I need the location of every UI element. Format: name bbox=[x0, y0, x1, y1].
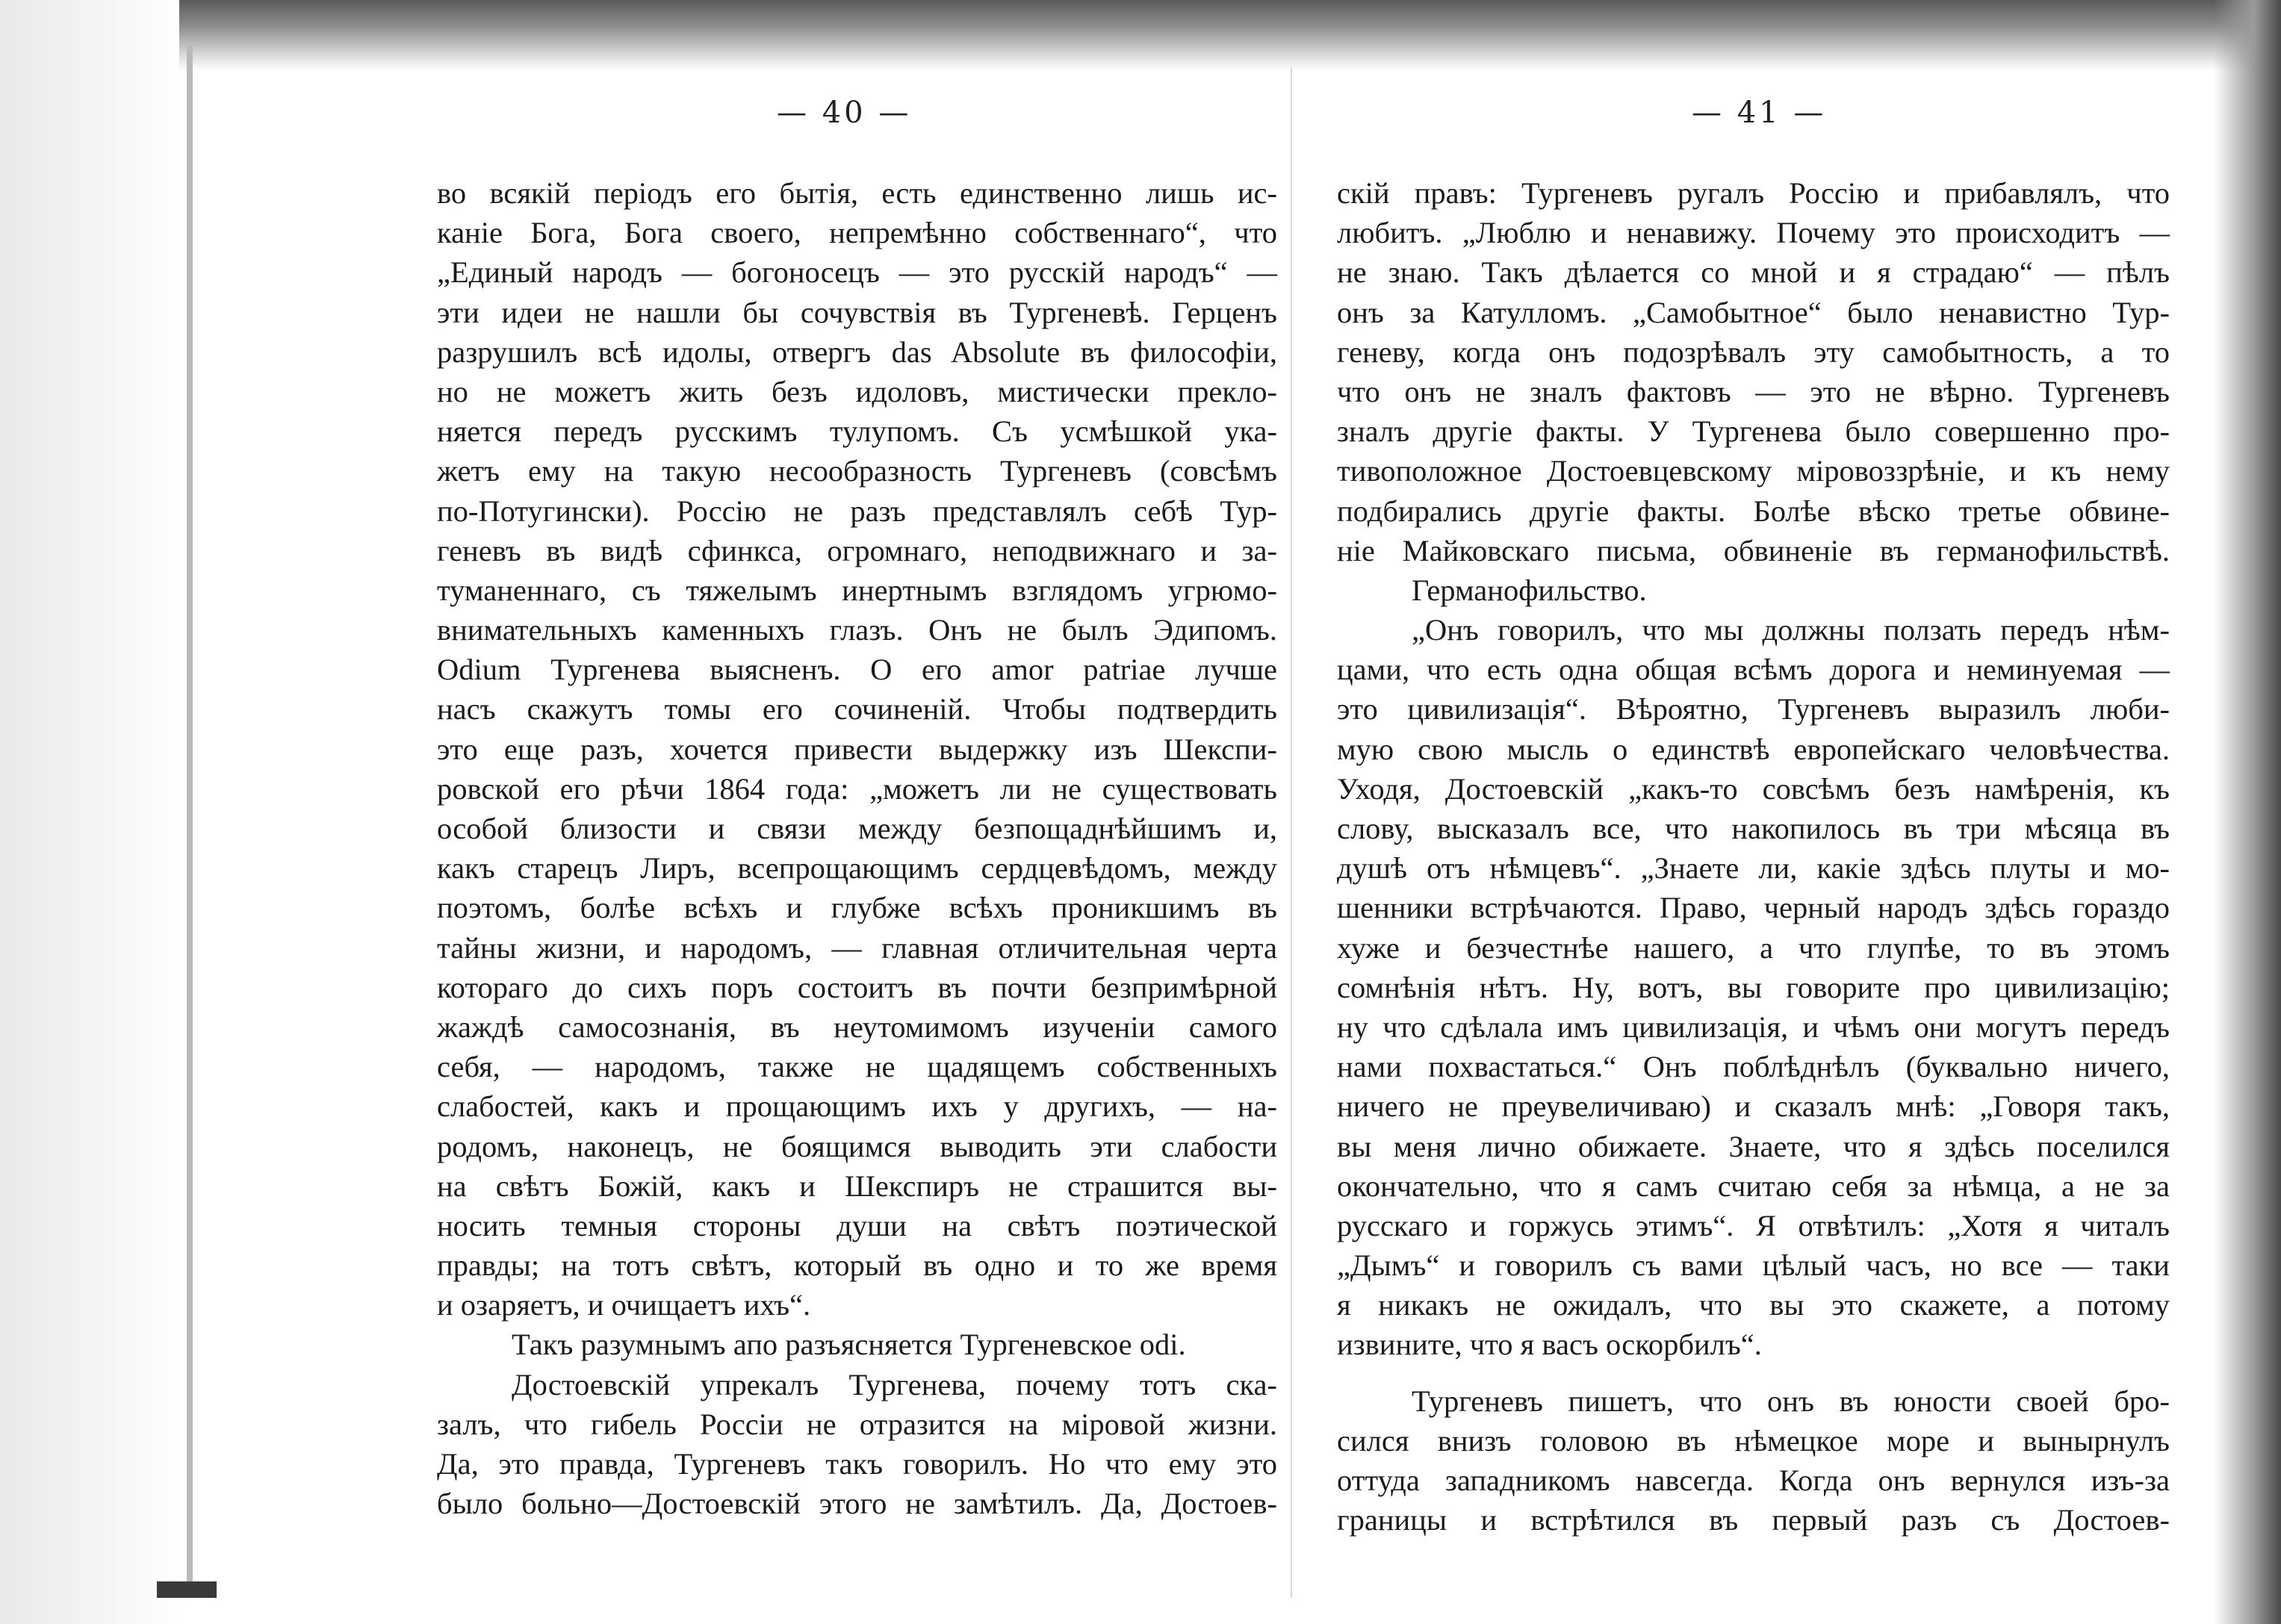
text-line: вы меня лично обижаете. Знаете, что я здѣсь поселился bbox=[1337, 1129, 2170, 1163]
text-line: няется передъ русскимъ тулупомъ. Съ усмѣшкой ука- bbox=[437, 414, 1277, 449]
text-line: слабостей, какъ и прощающимъ ихъ у другихъ, — на- bbox=[437, 1089, 1277, 1124]
text-line: ровской его рѣчи 1864 года: „можетъ ли не существовать bbox=[437, 771, 1277, 806]
page-number-right: — 41 — bbox=[1692, 96, 1827, 130]
text-line: „Единый народъ — богоносецъ — это русскій народъ“ — bbox=[437, 255, 1277, 290]
text-line: разрушилъ всѣ идолы, отвергъ das Absolute въ философіи, bbox=[437, 335, 1277, 369]
text-line: душѣ отъ нѣмцевъ“. „Знаете ли, какіе здѣсь плуты и мо- bbox=[1337, 851, 2170, 886]
text-line: правды; на тотъ свѣтъ, который въ одно и то же время bbox=[437, 1248, 1277, 1283]
text-line: окончательно, что я самъ считаю себя за нѣмца, а не за bbox=[1337, 1169, 2170, 1203]
text-line: зналъ другіе факты. У Тургенева было совершенно про- bbox=[1337, 414, 2170, 449]
text-line: любитъ. „Люблю и ненавижу. Почему это происходитъ — bbox=[1337, 216, 2170, 250]
text-line: Уходя, Достоевскій „какъ-то совсѣмъ безъ намѣренія, къ bbox=[1337, 771, 2170, 806]
text-line: котораго до сихъ поръ состоитъ въ почти безпримѣрной bbox=[437, 970, 1277, 1004]
text-line: это еще разъ, хочется привести выдержку изъ Шекспи- bbox=[437, 732, 1277, 766]
page-corner-shadow bbox=[157, 1581, 217, 1598]
text-line: Да, это правда, Тургеневъ такъ говорилъ. Но что ему это bbox=[437, 1447, 1277, 1481]
text-line: себя, — народомъ, также не щадящемъ собственныхъ bbox=[437, 1050, 1277, 1084]
text-line: насъ скажутъ томы его сочиненій. Чтобы подтвердить bbox=[437, 692, 1277, 727]
book-spine bbox=[1291, 67, 1292, 1598]
text-line: границы и встрѣтился въ первый разъ съ Достоев- bbox=[1337, 1503, 2170, 1537]
text-line: я никакъ не ожидалъ, что вы это скажете, а потому bbox=[1337, 1288, 2170, 1322]
text-line: ну что сдѣлала имъ цивилизація, и чѣмъ они могутъ передъ bbox=[1337, 1009, 2170, 1044]
text-line: Тургеневъ пишетъ, что онъ въ юности своей бро- bbox=[1412, 1384, 2170, 1418]
text-line: оттуда западникомъ навсегда. Когда онъ вернулся изъ-за bbox=[1337, 1463, 2170, 1497]
text-line: что онъ не зналъ фактовъ — это не вѣрно. Тургеневъ bbox=[1337, 374, 2170, 408]
scanner-background-right bbox=[2214, 0, 2281, 1624]
text-line: сомнѣнія нѣтъ. Ну, вотъ, вы говорите про цивилизацію; bbox=[1337, 970, 2170, 1004]
text-line: залъ, что гибель Россіи не отразится на міровой жизни. bbox=[437, 1407, 1277, 1441]
page-number-left: — 40 — bbox=[777, 96, 912, 130]
text-line: эти идеи не нашли бы сочувствія въ Тургеневѣ. Герценъ bbox=[437, 295, 1277, 329]
text-line: ніе Майковскаго письма, обвиненіе въ германофильствѣ. bbox=[1337, 533, 2170, 567]
text-line: нами похвастаться.“ Онъ поблѣднѣлъ (буквально ничего, bbox=[1337, 1050, 2170, 1084]
text-line: не знаю. Такъ дѣлается со мной и я страдаю“ — пѣлъ bbox=[1337, 255, 2170, 290]
text-line: слову, высказалъ все, что накопилось въ три мѣсяца въ bbox=[1337, 812, 2170, 845]
text-line: ничего не преувеличиваю) и сказалъ мнѣ: „Говоря такъ, bbox=[1337, 1089, 2170, 1124]
text-line: хуже и безчестнѣе нашего, а что глупѣе, то въ этомъ bbox=[1337, 930, 2170, 965]
text-line: это цивилизація“. Вѣроятно, Тургеневъ выразилъ люби- bbox=[1337, 692, 2170, 727]
text-line: Такъ разумнымъ апо разъясняется Тургеневское odi. bbox=[512, 1328, 1186, 1362]
text-line: скій правъ: Тургеневъ ругалъ Россію и прибавлялъ, что bbox=[1337, 176, 2170, 210]
text-line: тивоположное Достоевцевскому міровоззрѣніе, и къ нему bbox=[1337, 454, 2170, 488]
text-line: Германофильство. bbox=[1412, 573, 1647, 607]
text-line: внимательныхъ каменныхъ глазъ. Онъ не былъ Эдипомъ. bbox=[437, 613, 1277, 647]
scanner-background-top bbox=[179, 0, 2281, 71]
text-line: Odium Тургенева выясненъ. О его amor patriae лучше bbox=[437, 653, 1277, 687]
text-line: подбирались другіе факты. Болѣе вѣско третье обвине- bbox=[1337, 494, 2170, 528]
left-page-text bbox=[437, 173, 1277, 1523]
text-line: было больно—Достоевскій этого не замѣтилъ. Да, Достоев- bbox=[437, 1487, 1277, 1521]
text-line: геневу, когда онъ подозрѣвалъ эту самобытность, а то bbox=[1337, 335, 2170, 369]
text-line: онъ за Катулломъ. „Самобытное“ было ненавистно Тур- bbox=[1337, 295, 2170, 329]
text-line: туманеннаго, съ тяжелымъ инертнымъ взглядомъ угрюмо- bbox=[437, 573, 1277, 607]
text-line: „Дымъ“ и говорилъ съ вами цѣлый часъ, но все — таки bbox=[1337, 1248, 2170, 1283]
page-edge bbox=[187, 45, 193, 1583]
text-line: по-Потугински). Россію не разъ представлялъ себѣ Тур- bbox=[437, 494, 1277, 528]
text-line: во всякій періодъ его бытія, есть единственно лишь ис- bbox=[437, 176, 1277, 210]
text-line: извините, что я васъ оскорбилъ“. bbox=[1337, 1328, 1762, 1362]
text-line: цами, что есть одна общая всѣмъ дорога и неминуемая — bbox=[1337, 653, 2170, 687]
text-line: жетъ ему на такую несообразность Тургеневъ (совсѣмъ bbox=[437, 454, 1277, 488]
scanner-background-left bbox=[0, 0, 187, 1624]
text-line: тайны жизни, и народомъ, — главная отличительная черта bbox=[437, 930, 1277, 965]
text-line: каніе Бога, Бога своего, непремѣнно собственнаго“, что bbox=[437, 216, 1277, 250]
text-line: родомъ, наконецъ, не боящимся выводить эти слабости bbox=[437, 1129, 1277, 1163]
text-line: шенники встрѣчаются. Право, черный народъ здѣсь гораздо bbox=[1337, 891, 2170, 925]
text-line: Достоевскій упрекалъ Тургенева, почему тотъ ска- bbox=[512, 1367, 1277, 1401]
text-line: геневъ въ видѣ сфинкса, огромнаго, неподвижнаго и за- bbox=[437, 533, 1277, 567]
text-line: носить темныя стороны души на свѣтъ поэтической bbox=[437, 1208, 1277, 1242]
text-line: на свѣтъ Божій, какъ и Шекспиръ не страшится вы- bbox=[437, 1169, 1277, 1203]
text-line: мую свою мысль о единствѣ европейскаго человѣчества. bbox=[1337, 732, 2170, 766]
text-line: жаждѣ самосознанія, въ неутомимомъ изученіи самого bbox=[437, 1009, 1277, 1044]
text-line: особой близости и связи между безпощаднѣйшимъ и, bbox=[437, 812, 1277, 845]
text-line: какъ старецъ Лиръ, всепрощающимъ сердцевѣдомъ, между bbox=[437, 851, 1277, 886]
text-line: но не можетъ жить безъ идоловъ, мистически прекло- bbox=[437, 374, 1277, 408]
text-line: „Онъ говорилъ, что мы должны ползать передъ нѣм- bbox=[1412, 613, 2170, 647]
right-page-text bbox=[1337, 173, 2170, 1540]
text-line: русскаго и горжусь этимъ“. Я отвѣтилъ: „Хотя я читалъ bbox=[1337, 1208, 2170, 1242]
text-line: и озаряетъ, и очищаетъ ихъ“. bbox=[437, 1288, 811, 1322]
text-line: поэтомъ, болѣе всѣхъ и глубже всѣхъ проникшимъ въ bbox=[437, 891, 1277, 925]
text-line: сился внизъ головою въ нѣмецкое море и вынырнулъ bbox=[1337, 1423, 2170, 1457]
